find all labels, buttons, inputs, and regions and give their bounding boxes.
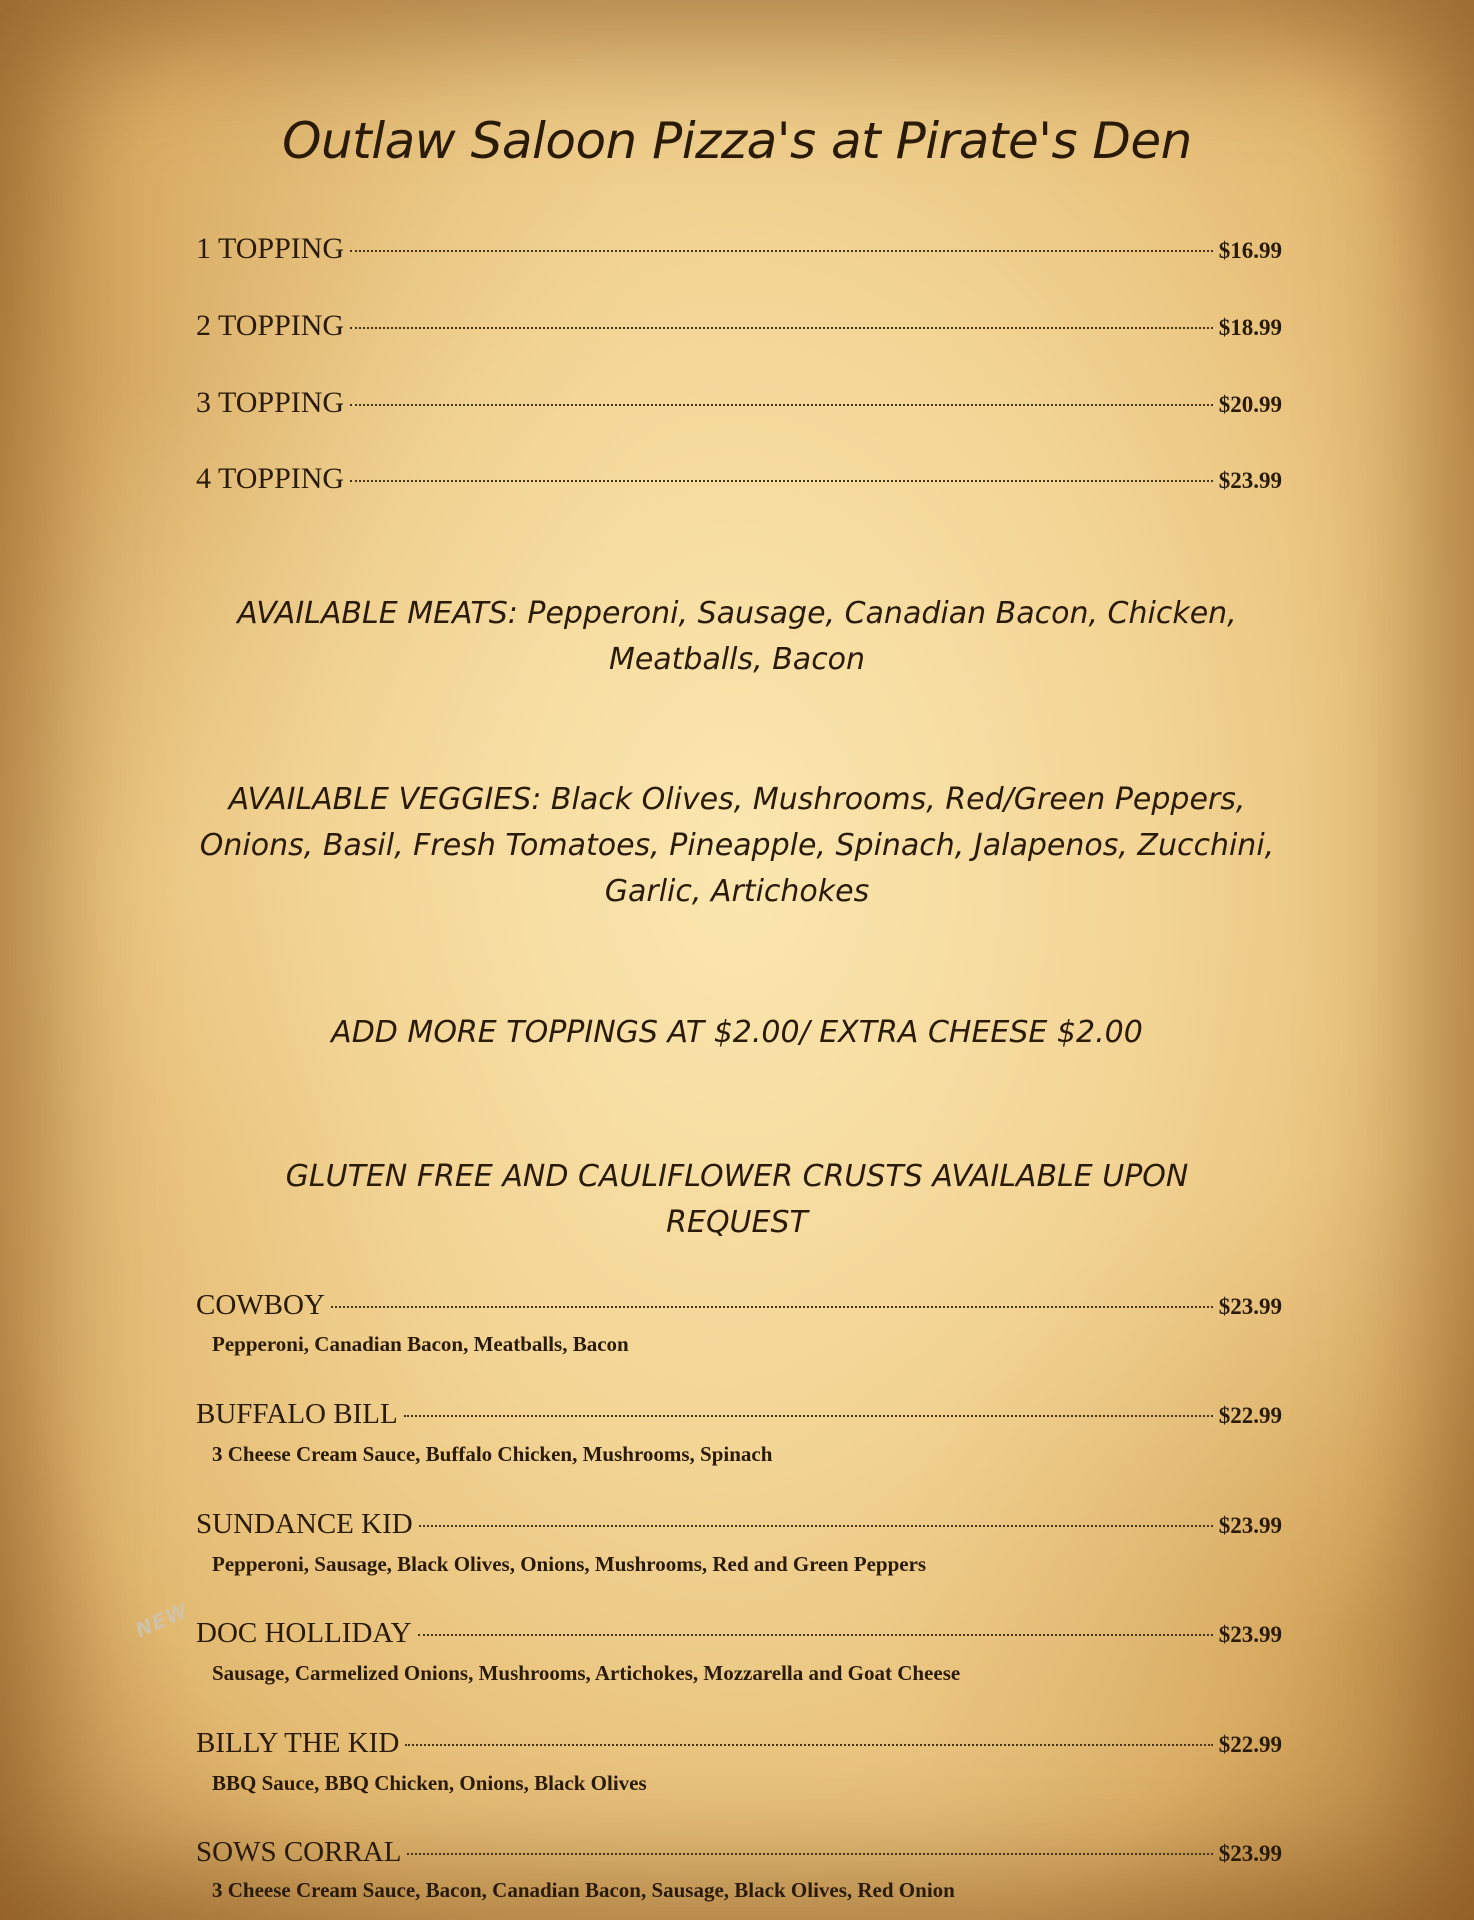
dot-leader xyxy=(331,1306,1213,1308)
meats-line: AVAILABLE MEATS: Pepperoni, Sausage, Canadian Bacon, Chicken, xyxy=(237,596,1237,631)
dot-leader xyxy=(350,250,1213,252)
pizza-name: COWBOY xyxy=(196,1289,325,1321)
dot-leader xyxy=(350,404,1213,406)
dot-leader xyxy=(407,1853,1212,1855)
crust-line: REQUEST xyxy=(666,1205,808,1240)
pizza-name: SUNDANCE KID xyxy=(196,1508,413,1540)
available-meats xyxy=(170,591,1304,683)
veggies-line: Onions, Basil, Fresh Tomatoes, Pineapple, Spinach, Jalapenos, Zucchini, xyxy=(199,828,1275,863)
crust-line: GLUTEN FREE AND CAULIFLOWER CRUSTS AVAILABLE UPON xyxy=(285,1159,1189,1194)
crust-note xyxy=(170,1154,1304,1246)
pizza-price: $22.99 xyxy=(1218,1403,1282,1428)
dot-leader xyxy=(419,1525,1213,1527)
new-badge: NEW xyxy=(131,1597,192,1643)
pizza-row-billy-the-kid xyxy=(196,1727,1282,1760)
pizza-price: $23.99 xyxy=(1218,1294,1282,1319)
pizza-description: 3 Cheese Cream Sauce, Buffalo Chicken, Mushrooms, Spinach xyxy=(212,1442,773,1466)
topping-row-4 xyxy=(196,462,1282,496)
meats-line: Meatballs, Bacon xyxy=(608,642,866,677)
pizza-description: 3 Cheese Cream Sauce, Bacon, Canadian Bacon, Sausage, Black Olives, Red Onion xyxy=(212,1878,955,1902)
topping-row-1 xyxy=(196,232,1282,266)
dot-leader xyxy=(418,1634,1213,1636)
available-veggies xyxy=(170,777,1304,915)
pizza-description: Pepperoni, Canadian Bacon, Meatballs, Bacon xyxy=(212,1332,629,1356)
pizza-description: Pepperoni, Sausage, Black Olives, Onions, Mushrooms, Red and Green Peppers xyxy=(212,1552,927,1576)
pizza-row-sows-corral xyxy=(196,1836,1282,1869)
topping-price: $20.99 xyxy=(1218,392,1282,417)
topping-price: $23.99 xyxy=(1218,468,1282,493)
topping-label: 3 TOPPING xyxy=(196,386,345,419)
pizza-row-buffalo-bill xyxy=(196,1398,1282,1431)
pizza-name: SOWS CORRAL xyxy=(196,1836,402,1868)
menu-title: Outlaw Saloon Pizza's at Pirate's Den xyxy=(282,112,1192,170)
pizza-row-cowboy xyxy=(196,1289,1282,1322)
extra-toppings-note: ADD MORE TOPPINGS AT $2.00/ EXTRA CHEESE $2.00 xyxy=(331,1015,1143,1050)
pizza-name: DOC HOLLIDAY xyxy=(196,1617,412,1649)
pizza-name: BILLY THE KID xyxy=(196,1727,400,1759)
pizza-row-sundance-kid xyxy=(196,1508,1282,1541)
dot-leader xyxy=(350,480,1213,482)
veggies-line: Garlic, Artichokes xyxy=(604,874,870,909)
topping-row-2 xyxy=(196,309,1282,343)
pizza-price: $23.99 xyxy=(1218,1841,1282,1866)
dot-leader xyxy=(404,1415,1213,1417)
topping-label: 1 TOPPING xyxy=(196,232,345,265)
topping-label: 4 TOPPING xyxy=(196,462,345,495)
dot-leader xyxy=(405,1744,1212,1746)
topping-price: $18.99 xyxy=(1218,315,1282,340)
pizza-price: $22.99 xyxy=(1218,1732,1282,1757)
topping-label: 2 TOPPING xyxy=(196,309,345,342)
topping-row-3 xyxy=(196,386,1282,420)
pizza-row-doc-holliday xyxy=(196,1617,1282,1650)
pizza-description: Sausage, Carmelized Onions, Mushrooms, Artichokes, Mozzarella and Goat Cheese xyxy=(212,1661,961,1685)
dot-leader xyxy=(350,327,1213,329)
pizza-price: $23.99 xyxy=(1218,1513,1282,1538)
veggies-line: AVAILABLE VEGGIES: Black Olives, Mushrooms, Red/Green Peppers, xyxy=(228,782,1246,817)
pizza-description: BBQ Sauce, BBQ Chicken, Onions, Black Olives xyxy=(212,1771,647,1795)
pizza-price: $23.99 xyxy=(1218,1622,1282,1647)
pizza-name: BUFFALO BILL xyxy=(196,1398,398,1430)
topping-price: $16.99 xyxy=(1218,238,1282,263)
